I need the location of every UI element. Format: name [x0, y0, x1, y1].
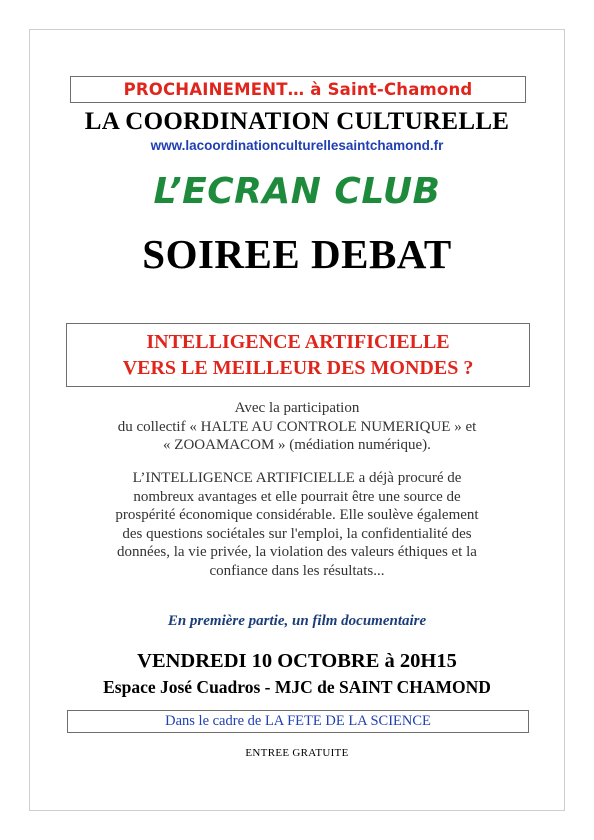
- event-type-heading: SOIREE DEBAT: [142, 231, 452, 277]
- website-link[interactable]: www.lacoordinationculturellesaintchamond.fr: [150, 138, 444, 153]
- event-date: VENDREDI 10 OCTOBRE à 20H15: [137, 650, 457, 672]
- topic-line-1: INTELLIGENCE ARTIFICIELLE: [146, 331, 450, 353]
- topic-line-2: VERS LE MEILLEUR DES MONDES ?: [122, 357, 474, 379]
- entry-note: ENTREE GRATUITE: [245, 747, 349, 759]
- context-box: Dans le cadre de LA FETE DE LA SCIENCE: [67, 710, 529, 733]
- event-venue: Espace José Cuadros - MJC de SAINT CHAMOND: [103, 677, 491, 697]
- participation-line: « ZOOAMACOM » (médiation numérique).: [163, 437, 431, 453]
- participation-line: Avec la participation: [234, 400, 360, 416]
- description-line: confiance dans les résultats...: [209, 562, 385, 579]
- participation-paragraph: [60, 399, 534, 455]
- description-line: nombreux avantages et elle pourrait être une source de: [133, 488, 461, 505]
- documentary-note: En première partie, un film documentaire: [167, 613, 427, 629]
- topic-box: [66, 323, 530, 387]
- description-line: prospérité économique considérable. Elle soulève également: [115, 507, 479, 523]
- description-line: données, la vie privée, la violation des valeurs éthiques et la: [117, 544, 477, 560]
- announcement-banner: PROCHAINEMENT… à Saint-Chamond: [70, 76, 526, 103]
- participation-line: du collectif « HALTE AU CONTROLE NUMERIQUE » et: [117, 418, 477, 435]
- description-line: des questions sociétales sur l'emploi, la confidentialité des: [122, 525, 472, 542]
- organization-title: LA COORDINATION CULTURELLE: [84, 108, 510, 135]
- description-paragraph: [60, 469, 534, 580]
- club-name: L’ECRAN CLUB: [153, 171, 441, 212]
- description-line: L’INTELLIGENCE ARTIFICIELLE a déjà procuré de: [132, 470, 462, 486]
